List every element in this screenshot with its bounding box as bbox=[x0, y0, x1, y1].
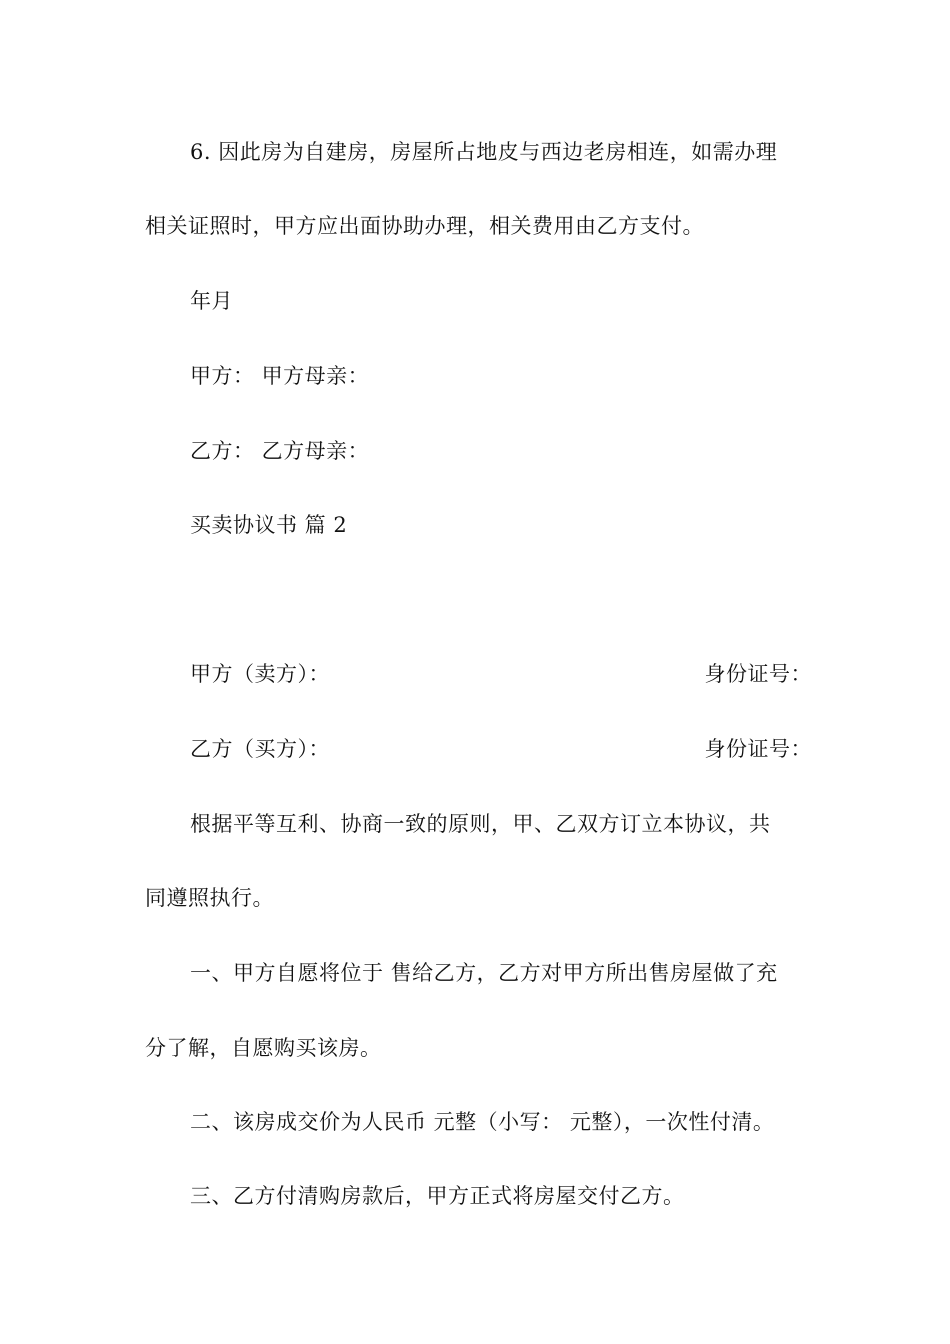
preamble-line-2: 同遵照执行。 bbox=[145, 886, 274, 910]
party-a-signature-line: 甲方： 甲方母亲： bbox=[190, 364, 370, 388]
item-2-line-1: 二、该房成交价为人民币 元整（小写： 元整），一次性付清。 bbox=[190, 1110, 775, 1134]
seller-label: 甲方（卖方）： bbox=[190, 662, 330, 686]
buyer-label: 乙方（买方）： bbox=[190, 737, 330, 761]
date-line: 年月 bbox=[190, 289, 233, 313]
item-3-line-1: 三、乙方付清购房款后，甲方正式将房屋交付乙方。 bbox=[190, 1184, 685, 1208]
section-title: 买卖协议书 篇 2 bbox=[190, 513, 348, 537]
clause-6-line-1: 6. 因此房为自建房，房屋所占地皮与西边老房相连，如需办理 bbox=[190, 140, 778, 164]
buyer-id-label: 身份证号： bbox=[704, 737, 812, 761]
preamble-line-1: 根据平等互利、协商一致的原则，甲、乙双方订立本协议，共 bbox=[190, 812, 771, 836]
seller-id-label: 身份证号： bbox=[704, 662, 812, 686]
party-b-signature-line: 乙方： 乙方母亲： bbox=[190, 439, 370, 463]
item-1-line-2: 分了解，自愿购买该房。 bbox=[145, 1036, 382, 1060]
clause-6-line-2: 相关证照时，甲方应出面协助办理，相关费用由乙方支付。 bbox=[145, 214, 704, 238]
item-1-line-1: 一、甲方自愿将位于 售给乙方，乙方对甲方所出售房屋做了充 bbox=[190, 961, 778, 985]
